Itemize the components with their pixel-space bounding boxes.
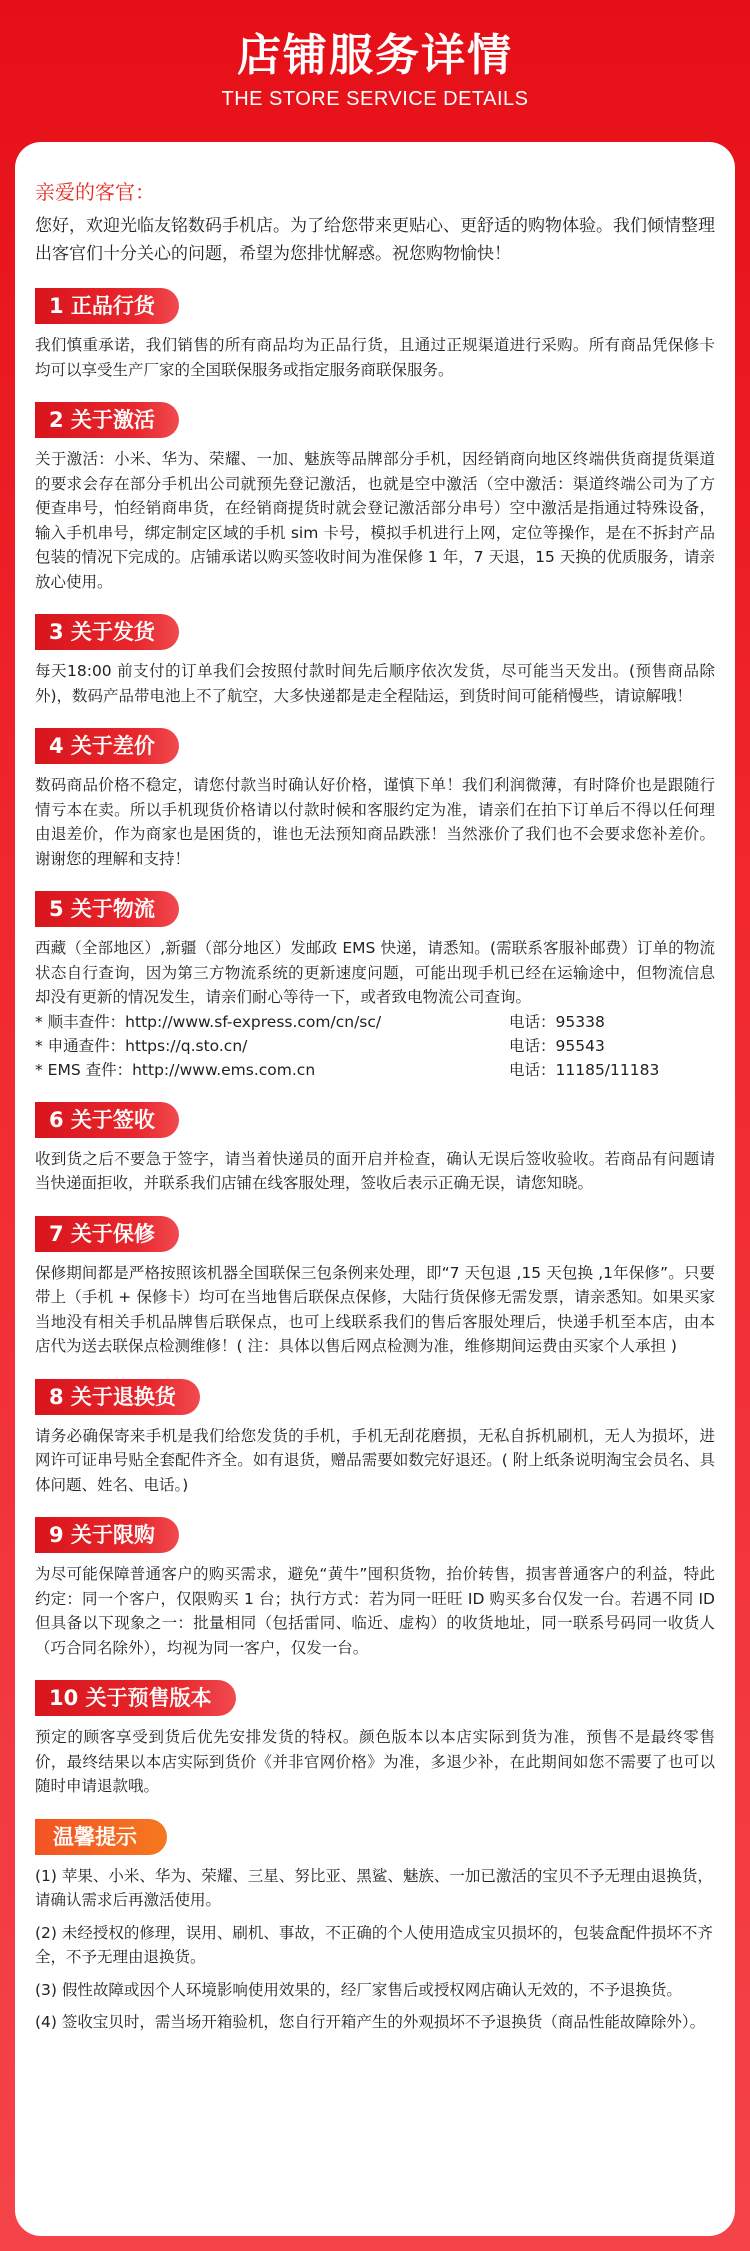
intro-text: 您好，欢迎光临友铭数码手机店。为了给您带来更贴心、更舒适的购物体验。我们倾情整理出客官们十分关心的问题，希望为您排忧解惑。祝您购物愉快！ [35, 216, 715, 264]
section-presale [35, 1680, 715, 1799]
sto-query-link[interactable]: * 申通查件：https://q.sto.cn/ [35, 1036, 248, 1055]
section-genuine [35, 288, 715, 382]
section-body: 西藏（全部地区）,新疆（部分地区）发邮政 EMS 快递，请悉知。(需联系客服补邮费）订单的物流状态自行查询，因为第三方物流系统的更新速度问题，可能出现手机已经在运输途中，但物流信息却没有更新的情况发生，请亲们耐心等待一下，或者致电物流公司查询。 [35, 939, 715, 1006]
section-price-difference [35, 728, 715, 871]
section-body: 预定的顾客享受到货后优先安排发货的特权。颜色版本以本店实际到货为准，预售不是最终零售价，最终结果以本店实际到货价《并非官网价格》为准，多退少补，在此期间如您不需要了也可以随时申请退款哦。 [35, 1728, 715, 1795]
section-body: 关于激活：小米、华为、荣耀、一加、魅族等品牌部分手机，因经销商向地区终端供货商提货渠道的要求会存在部分手机出公司就预先登记激活，也就是空中激活（空中激活：渠道终端公司为了方便查串号，怕经销商串货，在经销商提货时就会登记激活部分串号）空中激活是指通过特殊设备，输入手机串号，绑定制定区域的手机 sim 卡号，模拟手机进行上网，定位等操作，是在不拆封产品包装的情况下完成的。店铺承诺以购买签收时间为准保修 1 年，7 天退，15 天换的优质服务，请亲放心使用。 [35, 450, 715, 591]
section-warranty [35, 1216, 715, 1359]
logistics-row-sf [35, 1010, 715, 1034]
section-body: 收到货之后不要急于签字，请当着快递员的面开启并检查，确认无误后签收验收。若商品有问题请当快递面拒收，并联系我们店铺在线客服处理，签收后表示正确无误，请您知晓。 [35, 1149, 715, 1192]
section-shipping [35, 614, 715, 708]
logistics-row-sto [35, 1034, 715, 1058]
section-returns [35, 1379, 715, 1498]
section-title: 5 关于物流 [35, 891, 179, 927]
section-title: 10 关于预售版本 [35, 1680, 236, 1716]
section-logistics [35, 891, 715, 1082]
page-header [0, 0, 750, 140]
ems-query-link[interactable]: * EMS 查件：http://www.ems.com.cn [35, 1060, 316, 1079]
section-title: 7 关于保修 [35, 1216, 179, 1252]
tip-item: (3) 假性故障或因个人环境影响使用效果的，经厂家售后或授权网店确认无效的，不予退换货。 [35, 1980, 682, 1999]
section-purchase-limit [35, 1517, 715, 1660]
service-details-card [15, 142, 735, 2236]
section-body: 数码商品价格不稳定，请您付款当时确认好价格，谨慎下单！我们利润微薄，有时降价也是跟随行情亏本在卖。所以手机现货价格请以付款时候和客服约定为准，请亲们在拍下订单后不得以任何理由退差价，作为商家也是困货的，谁也无法预知商品跌涨！当然涨价了我们也不会要求您补差价。谢谢您的理解和支持！ [35, 776, 715, 868]
tip-item: (4) 签收宝贝时，需当场开箱验机，您自行开箱产生的外观损坏不予退换货（商品性能故障除外）。 [35, 2013, 706, 2031]
sf-phone: 电话：95338 [509, 1012, 605, 1031]
section-activation [35, 402, 715, 594]
section-tips [35, 1819, 715, 2035]
section-body: 为尽可能保障普通客户的购买需求，避免“黄牛”囤积货物，抬价转售，损害普通客户的利益，特此约定：同一个客户，仅限购买 1 台；执行方式：若为同一旺旺 ID 购买多台仅发一台。若遇不同 ID 但具备以下现象之一：批量相同（包括雷同、临近、虚构）的收货地址，同一联系号码同一收货人（巧合同名除外），均视为同一客户，仅发一台。 [35, 1565, 715, 1657]
section-title: 8 关于退换货 [35, 1379, 200, 1415]
tip-item: (1) 苹果、小米、华为、荣耀、三星、努比亚、黑鲨、魅族、一加已激活的宝贝不予无理由退换货，请确认需求后再激活使用。 [35, 1866, 713, 1909]
section-title: 2 关于激活 [35, 402, 179, 438]
sto-phone: 电话：95543 [509, 1036, 605, 1055]
section-title: 6 关于签收 [35, 1102, 179, 1138]
page-title: 店铺服务详情 [237, 30, 513, 81]
section-body: 保修期间都是严格按照该机器全国联保三包条例来处理，即“7 天包退 ,15 天包换 ,1年保修”。只要带上（手机 + 保修卡）均可在当地售后联保点保修，大陆行货保修无需发票，请亲悉知。如果买家当地没有相关手机品牌售后联保点，也可上线联系我们的售后客服处理后，快递手机至本店，由本店代为送去联保点检测维修！( 注：具体以售后网点检测为准，维修期间运费由买家个人承担 ) [35, 1263, 715, 1355]
greeting: 亲爱的客官： [35, 180, 155, 204]
page-subtitle: THE STORE SERVICE DETAILS [221, 88, 529, 110]
section-body: 我们慎重承诺，我们销售的所有商品均为正品行货，且通过正规渠道进行采购。所有商品凭保修卡均可以享受生产厂家的全国联保服务或指定服务商联保服务。 [35, 336, 715, 379]
tips-title: 温馨提示 [35, 1819, 167, 1855]
section-title: 9 关于限购 [35, 1517, 179, 1553]
tip-item: (2) 未经授权的修理，误用、刷机、事故，不正确的个人使用造成宝贝损坏的，包装盒配件损坏不齐全，不予无理由退换货。 [35, 1923, 713, 1966]
ems-phone: 电话：11185/11183 [509, 1060, 660, 1079]
section-body: 每天18:00 前支付的订单我们会按照付款时间先后顺序依次发货，尽可能当天发出。(预售商品除外)，数码产品带电池上不了航空，大多快递都是走全程陆运，到货时间可能稍慢些，请谅解哦！ [35, 662, 715, 705]
section-title: 3 关于发货 [35, 614, 179, 650]
section-title: 1 正品行货 [35, 288, 179, 324]
section-title: 4 关于差价 [35, 728, 179, 764]
logistics-row-ems [35, 1058, 715, 1082]
section-body: 请务必确保寄来手机是我们给您发货的手机，手机无刮花磨损，无私自拆机刷机，无人为损坏，进网许可证串号贴全套配件齐全。如有退货，赠品需要如数完好退还。( 附上纸条说明淘宝会员名、具体问题、姓名、电话。) [35, 1426, 715, 1494]
sf-query-link[interactable]: * 顺丰查件：http://www.sf-express.com/cn/sc/ [35, 1012, 382, 1031]
section-signing [35, 1102, 715, 1196]
